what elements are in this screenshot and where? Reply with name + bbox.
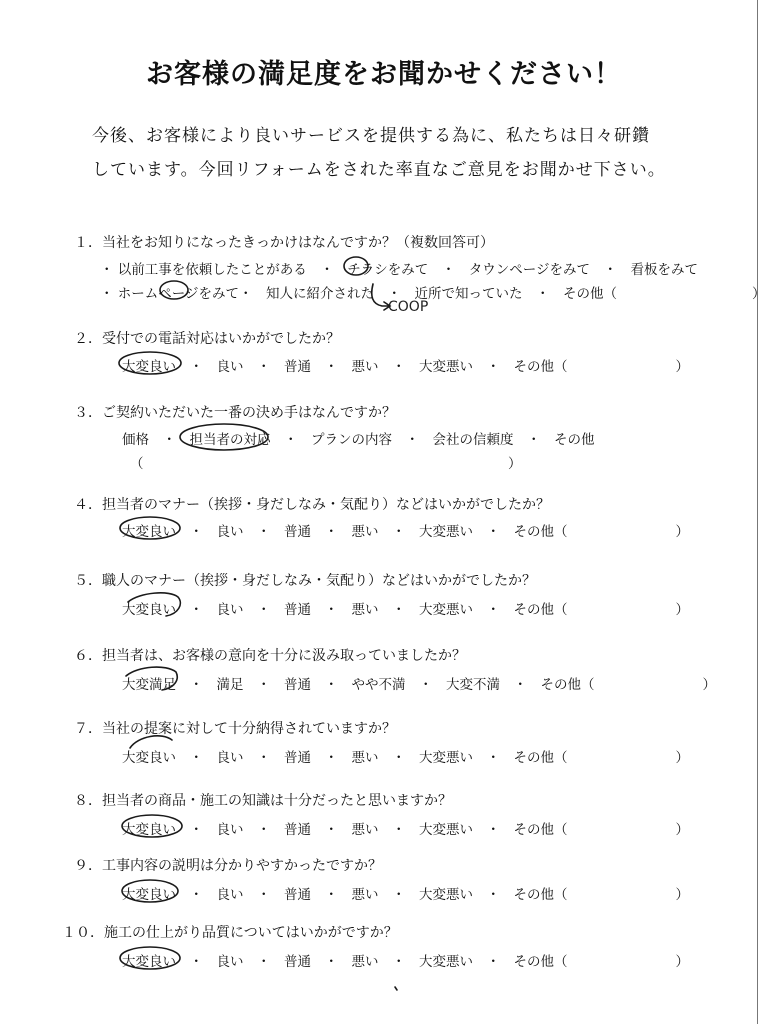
question-4-options: 大変良い ・ 良い ・ 普通 ・ 悪い ・ 大変悪い ・ その他（ ） xyxy=(122,524,689,540)
question-9-options: 大変良い ・ 良い ・ 普通 ・ 悪い ・ 大変悪い ・ その他（ ） xyxy=(122,887,689,903)
question-2-options: 大変良い ・ 良い ・ 普通 ・ 悪い ・ 大変悪い ・ その他（ ） xyxy=(122,359,689,375)
question-10: １０．施工の仕上がり品質についてはいかがですか？ xyxy=(62,925,398,941)
question-2: ２．受付での電話対応はいかがでしたか？ xyxy=(74,331,340,347)
question-7-options: 大変良い ・ 良い ・ 普通 ・ 悪い ・ 大変悪い ・ その他（ ） xyxy=(122,750,689,766)
question-7: ７．当社の提案に対して十分納得されていますか？ xyxy=(74,721,396,737)
question-8-options: 大変良い ・ 良い ・ 普通 ・ 悪い ・ 大変悪い ・ その他（ ） xyxy=(122,822,689,838)
question-6-options: 大変満足 ・ 満足 ・ 普通 ・ やや不満 ・ 大変不満 ・ その他（ ） xyxy=(122,677,716,693)
survey-title: お客様の満足度をお聞かせください！ xyxy=(146,59,622,90)
intro-line-2: しています。今回リフォームをされた率直なご意見をお聞かせ下さい。 xyxy=(92,160,666,180)
question-9: ９．工事内容の説明は分かりやすかったですか？ xyxy=(74,858,382,874)
question-1: １．当社をお知りになったきっかけはなんですか？（複数回答可） xyxy=(74,235,494,251)
intro-line-1: 今後、お客様により良いサービスを提供する為に、私たちは日々研鑽 xyxy=(92,126,650,146)
question-3: ３．ご契約いただいた一番の決め手はなんですか？ xyxy=(74,405,396,421)
handwritten-coop-note: COOP xyxy=(388,299,429,315)
stray-pen-mark xyxy=(395,987,397,990)
question-6: ６．担当者は、お客様の意向を十分に汲み取っていましたか？ xyxy=(74,648,466,664)
question-5-options: 大変良い ・ 良い ・ 普通 ・ 悪い ・ 大変悪い ・ その他（ ） xyxy=(122,602,689,618)
question-8: ８．担当者の商品・施工の知識は十分だったと思いますか？ xyxy=(74,793,452,809)
question-3-other-blank: （ ） xyxy=(130,456,522,472)
question-3-options: 価格 ・ 担当者の対応 ・ プランの内容 ・ 会社の信頼度 ・ その他 xyxy=(122,432,595,448)
question-5: ５．職人のマナー（挨拶・身だしなみ・気配り）などはいかがでしたか？ xyxy=(74,573,536,589)
question-10-options: 大変良い ・ 良い ・ 普通 ・ 悪い ・ 大変悪い ・ その他（ ） xyxy=(122,954,689,970)
question-4: ４．担当者のマナー（挨拶・身だしなみ・気配り）などはいかがでしたか？ xyxy=(74,497,550,513)
question-1-options-line-1: ・ 以前工事を依頼したことがある ・ チラシをみて ・ タウンページをみて ・ 看板をみて xyxy=(100,262,699,278)
question-1-options-line-2: ・ ホームページをみて・ 知人に紹介された ・ 近所で知っていた ・ その他（ ） xyxy=(100,286,766,302)
page-edge-line xyxy=(757,0,758,1024)
